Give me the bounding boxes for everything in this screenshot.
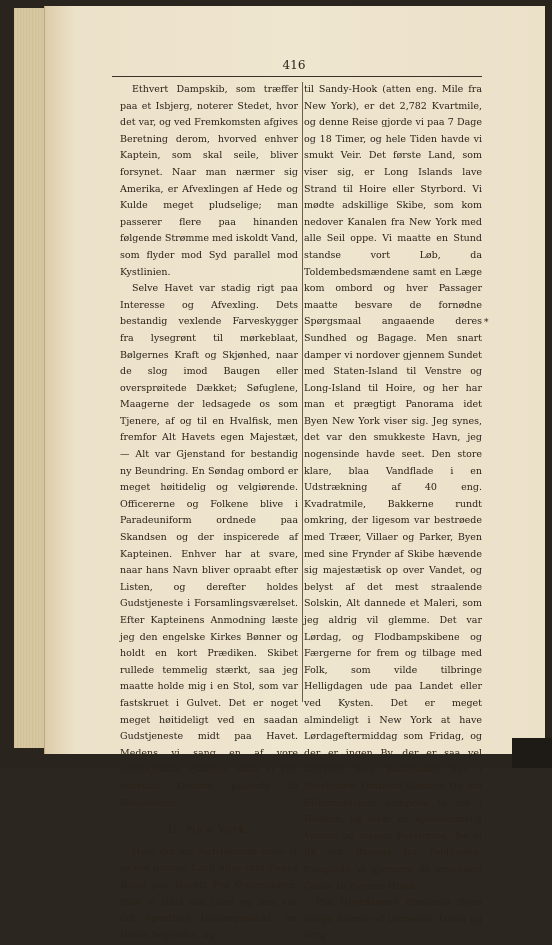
right-paragraph-1: til Sandy-Hook (atten eng. Mile fra New York), er det 2,782 Kvartmile, og denne Reise gjorde vi paa 7 Dage og 18 Timer, og hele Tiden havde vi smukt Veir. Det første Land, som viser sig, er Long Islands lave Strand til Hoire eller Styrbord. Vi mødte adskillige Skibe, som kom nedover Kanalen fra New York med alle Seil oppe. Vi maatte en Stund standse vort Løb, da Toldembedsmændene samt en Læge kom ombord og hver Passager maatte besvare de fornødne Spørgsmaal angaaende deres Sundhed og Bagage. Men snart damper vi nordover gjennem Sundet med Staten-Island til Venstre og Long-Island til Hoire, og her har man et prægtigt Panorama idet Byen New York viser sig. Jeg synes, det var den smukkeste Havn, jeg nogensinde havde seet. Den store klare, blaa Vandflade i en Udstrækning af 40 eng. Kvadratmile, Bakkerne rundt omkring, der ligesom var bestrøede med Træer, Villaer og Parker, Byen med sine Frynder af Skibe hævende sig majestætisk op over Vandet, og belyst af det mest straalende Solskin, Alt dannede et Maleri, som jeg aldrig vil glemme. Det var Lørdag, og Flodbampskibene og Færgerne for frem og tilbage med Folk, som vilde tilbringe Helligdagen ude paa Landet eller ved Kysten. Det er meget almindeligt i New York at have Lørdageftermiddag som Fridag, og der er ingen By, der er saa vel forsynet med Badesteder lige i Nærheden. Omtrent Klokken Tre om Eftermiddagen dampede vi ind i Dokken, og efter en kjedsommelig Venten og megen Forvirring, før vi fik vor Bagage fra Toldboden, fraagtede vi gjennem de smudsige Gader til Avenue Hotel. <box>304 84 482 892</box>
left-paragraph-2: Selve Havet var stadig rigt paa Interesse og Afvexling. Dets bestandig vexlende Farveskygger fra lysegrønt til mørkeblaat, Bølgernes Kraft og Skjønhed, naar de slog imod Baugen eller oversprøitede Dækket; Søfuglene, Maagerne der ledsagede os som Tjenere, af og til en Hvalfisk, men fremfor Alt Havets egen Majestæt, — Alt var Gjenstand for bestandig ny Beundring. En Søndag ombord er meget høitidelig og velgiørende. Officererne og Folkene blive i Paradeuniform ordnede paa Skandsen og der inspicerede af Kapteinen. Enhver har at svare, naar hans Navn bliver opraabt efter Listen, og derefter holdes Gudstjeneste i Forsamlingsværelset. Efter Kapteinens Anmodning læste jeg den engelske Kirkes Bønner og holdt en kort Prædiken. Skibet rullede temmelig stærkt, saa jeg maatte holde mig i en Stol, som var fastskruet i Gulvet. Det er noget meget høitideligt ved en saadan Gudstjeneste midt paa Havet. Medens vi sang en af vore velbekjendte Psalmer, følte vi ret, hvordan Ordene passede til Situationen. <box>120 283 298 809</box>
page-edges <box>14 8 45 748</box>
left-column <box>120 82 298 944</box>
header-rule <box>112 76 482 77</box>
left-paragraph-1: Ethvert Dampskib, som træffer paa et Isbjerg, noterer Stedet, hvor det var, og ved Fremkomsten afgives Beretning derom, hvorved enhver Kaptein, som skal seile, bliver forsynet. Naar man nærmer sig Amerika, er Afvexlingen af Hede og Kulde meget pludselige; man passerer flere paa hinanden følgende Strømme med iskoldt Vand, som flyder mod Syd parallel mod Kystlinien. <box>120 84 299 278</box>
page-number: 416 <box>282 58 306 72</box>
right-column <box>304 82 482 945</box>
dark-corner <box>512 738 552 768</box>
left-paragraph-3: Hvor det var forfriskende atter at se det grønne Land efter otte Dages Reise paa Havet! Fra Queenstown, hvor vi sidst saa Land og som var det egentlige Udgangspunkt, før Havet begyndte, og <box>120 846 298 941</box>
margin-mark: * <box>484 318 489 328</box>
column-divider <box>302 82 303 702</box>
right-paragraph-2: Paa Hverdagene fremviser Byen livlige Scener af larmende Trafik og ivrig <box>304 897 482 942</box>
section-title: II. New York. <box>167 824 251 837</box>
